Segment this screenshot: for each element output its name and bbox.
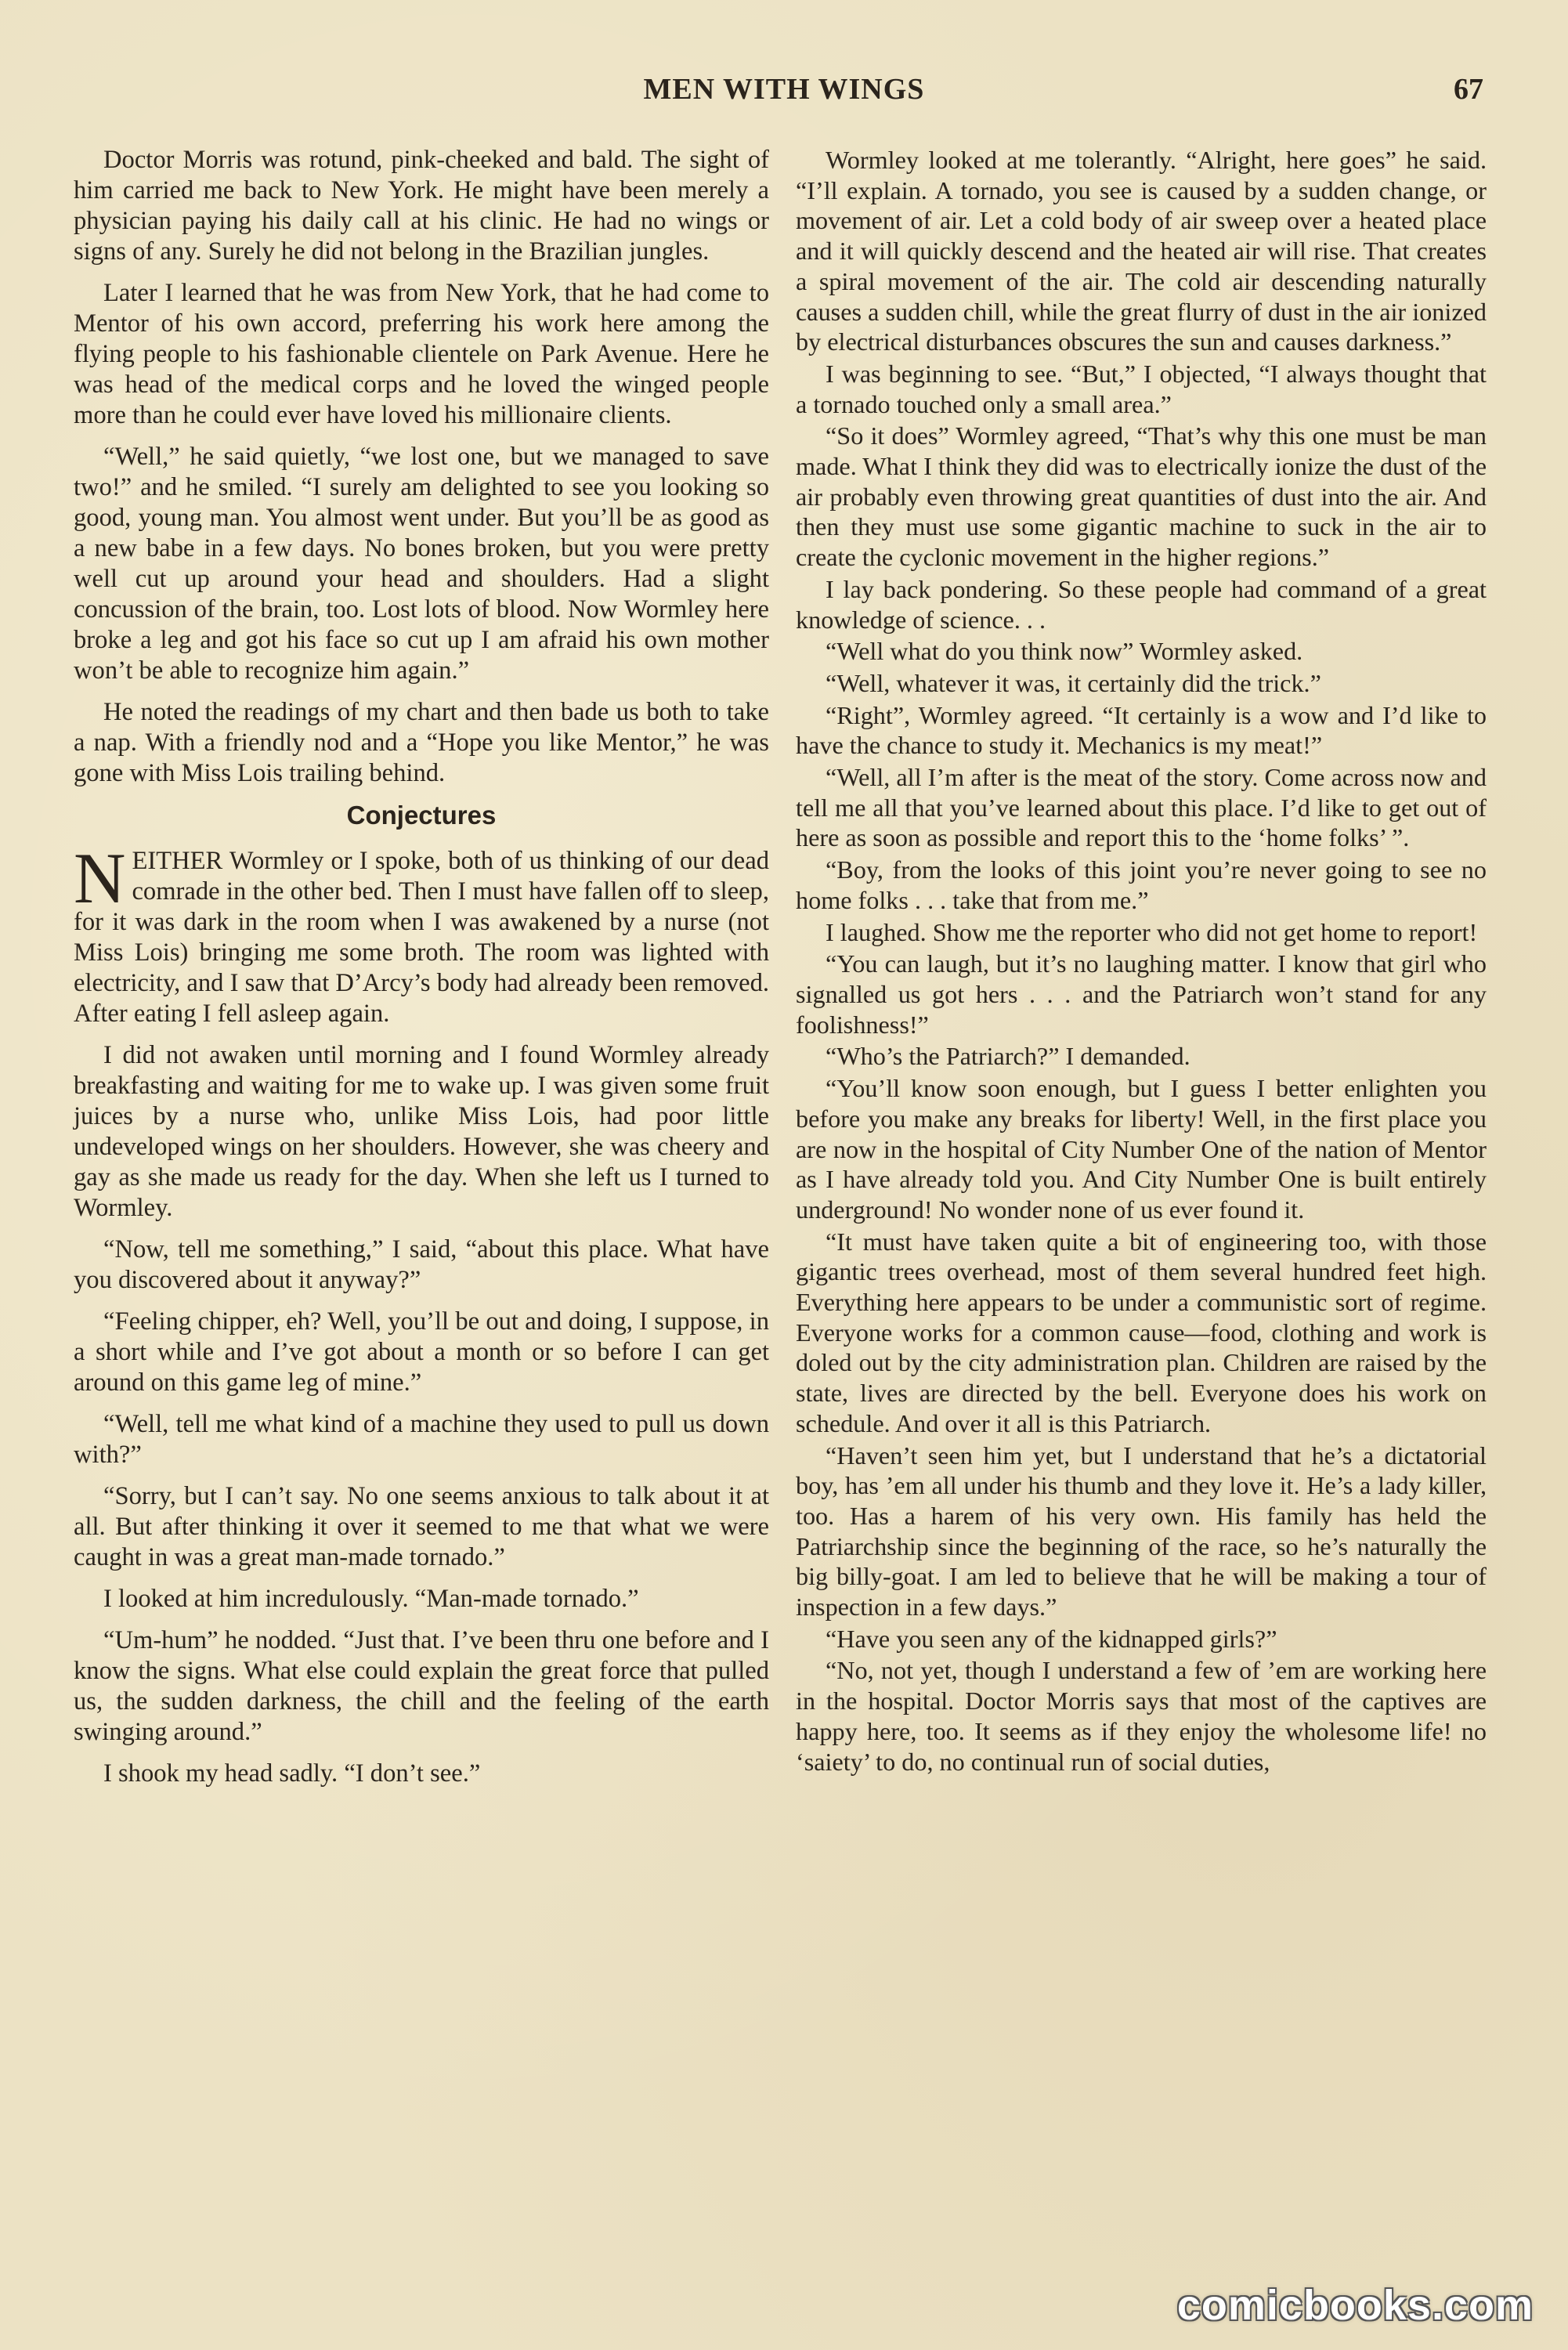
paragraph: “Now, tell me something,” I said, “about this place. What have you discovered about it anyway?” (74, 1235, 769, 1294)
paragraph: “Haven’t seen him yet, but I understand that he’s a dictatorial boy, has ’em all under his thumb and they love it. He’s a lady killer, too. Has a harem of his very own. His family has held the Patriarchship since the beginning of the race, so he’s naturally the big billy-goat. I am led to believe that he will be making a tour of inspection in a few days.” (796, 1441, 1487, 1622)
paragraph: I looked at him incredulously. “Man-made tornado.” (103, 1585, 639, 1613)
paragraph: “Who’s the Patriarch?” I demanded. (826, 1042, 1190, 1071)
paragraph: “Well, whatever it was, it certainly did the trick.” (826, 668, 1321, 697)
paragraph: “No, not yet, though I understand a few of ’em are working here in the hospital. Doctor Morris says that most of the captives are happy here, too. It seems as if they enjoy the wholesome life! no ‘saiety’ to do, no continual run of social duties, (796, 1656, 1487, 1776)
paragraph: Later I learned that he was from New York, that he had come to Mentor of his own accord, preferring his work here among the flying people to his fashionable clientele on Park Avenue. Here he was head of the medical corps and he loved the winged people more than he could ever have loved his millionaire clients. (74, 279, 769, 429)
running-title: MEN WITH WINGS (643, 73, 925, 106)
paragraph: “Boy, from the looks of this joint you’re never going to see no home folks . . . take that from me.” (796, 855, 1487, 914)
paragraph: “So it does” Wormley agreed, “That’s why this one must be man made. What I think they did was to electrically ionize the dust of the air probably even throwing great quantities of dust into the air. And then they must use some gigantic machine to suck in the air to create the cyclonic movement in the higher regions.” (796, 421, 1487, 572)
paragraph: Wormley looked at me tolerantly. “Alright, here goes” he said. “I’ll explain. A tornado, you see is caused by a sudden change, or movement of air. Let a cold body of air sweep over a heated place and it will quickly descend and the heated air will rise. That creates a spiral movement of the air. The cold air descending naturally causes a sudden chill, while the great flurry of dust in the air ionized by electrical disturbances obscures the sun and causes darkness.” (796, 146, 1487, 356)
paragraph: “It must have taken quite a bit of engineering too, with those gigantic trees overhead, most of them several hundred feet high. Everything here appears to be under a communistic sort of regime. Everyone works for a common cause—food, clothing and work is doled out by the city administration plan. Children are raised by the state, lives are directed by the bell. Everyone does his work on schedule. And over it all is this Patriarch. (796, 1227, 1487, 1437)
paragraph: “You can laugh, but it’s no laughing matter. I know that girl who signalled us got hers . . . and the Patriarch won’t stand for any foolishness!” (796, 949, 1487, 1039)
paragraph: Doctor Morris was rotund, pink-cheeked and bald. The sight of him carried me back to New York. He might have been merely a physician paying his daily call at his clinic. He had no wings or signs of any. Surely he did not belong in the Brazilian jungles. (74, 146, 769, 266)
paragraph: “Sorry, but I can’t say. No one seems anxious to talk about it at all. But after thinking it over it seemed to me that what we were caught in was a great man-made tornado.” (74, 1482, 769, 1571)
paragraph: I did not awaken until morning and I found Wormley already breakfasting and waiting for me to wake up. I was given some fruit juices by a nurse who, unlike Miss Lois, had poor little undeveloped wings on her shoulders. However, she was cheery and gay as she made us ready for the day. When she left us I turned to Wormley. (74, 1041, 769, 1222)
paragraph: I laughed. Show me the reporter who did not get home to report! (826, 917, 1478, 946)
paragraph: “Well what do you think now” Wormley asked. (826, 637, 1303, 666)
site-watermark: comicbooks.com (1176, 2282, 1534, 2329)
paragraph: “Well,” he said quietly, “we lost one, but we managed to save two!” and he smiled. “I surely am delighted to see you looking so good, young man. You almost went under. But you’ll be as good as a new babe in a few days. No bones broken, but you were pretty well cut up around your head and shoulders. Had a slight concussion of the brain, too. Lost lots of blood. Now Wormley here broke a leg and got his face so cut up I am afraid his own mother won’t be able to recognize him again.” (74, 443, 769, 685)
paragraph: “Feeling chipper, eh? Well, you’ll be out and doing, I suppose, in a short while and I’ve got about a month or so before I can get around on this game leg of mine.” (74, 1307, 769, 1397)
drop-cap: N (74, 838, 126, 918)
running-head (0, 69, 1568, 108)
paragraph: I shook my head sadly. “I don’t see.” (103, 1759, 481, 1788)
paragraph-with-dropcap (74, 838, 770, 1029)
paragraph: “Have you seen any of the kidnapped girls?” (826, 1624, 1277, 1653)
paragraph: I lay back pondering. So these people had command of a great knowledge of science. . . (796, 574, 1487, 634)
right-column (796, 145, 1487, 1778)
paragraph: “Um-hum” he nodded. “Just that. I’ve been thru one before and I know the signs. What else could explain the great force that pulled us, the sudden darkness, the chill and the feeling of the earth swinging around.” (74, 1626, 769, 1746)
page-number: 67 (1454, 73, 1483, 106)
paragraph: “Well, all I’m after is the meat of the story. Come across now and tell me all that you’ve learned about this place. I’d like to get out of here as soon as possible and report this to the ‘home folks’ ”. (796, 763, 1487, 852)
section-heading: Conjectures (346, 801, 497, 830)
paragraph: I was beginning to see. “But,” I objected, “I always thought that a tornado touched only a small area.” (796, 359, 1487, 418)
paragraph: “Well, tell me what kind of a machine they used to pull us down with?” (74, 1410, 769, 1469)
left-column (74, 145, 769, 1800)
paragraph: “You’ll know soon enough, but I guess I better enlighten you before you make any breaks for liberty! Well, in the first place you are now in the hospital of City Number One of the nation of Mentor as I have already told you. And City Number One is built entirely underground! No wonder none of us ever found it. (796, 1074, 1487, 1224)
paragraph: “Right”, Wormley agreed. “It certainly is a wow and I’d like to have the chance to study it. Mechanics is my meat!” (796, 700, 1487, 760)
paragraph: He noted the readings of my chart and then bade us both to take a nap. With a friendly nod and a “Hope you like Mentor,” he was gone with Miss Lois trailing behind. (74, 698, 769, 787)
paragraph-text: EITHER Wormley or I spoke, both of us thinking of our dead comrade in the other bed. Then I must have fallen off to sleep, for it was dark in the room when I was awakened by a nurse (not Miss Lois) bringing me some broth. The room was lighted with electricity, and I saw that D’Arcy’s body had already been removed. After eating I fell asleep again. (74, 847, 770, 1028)
